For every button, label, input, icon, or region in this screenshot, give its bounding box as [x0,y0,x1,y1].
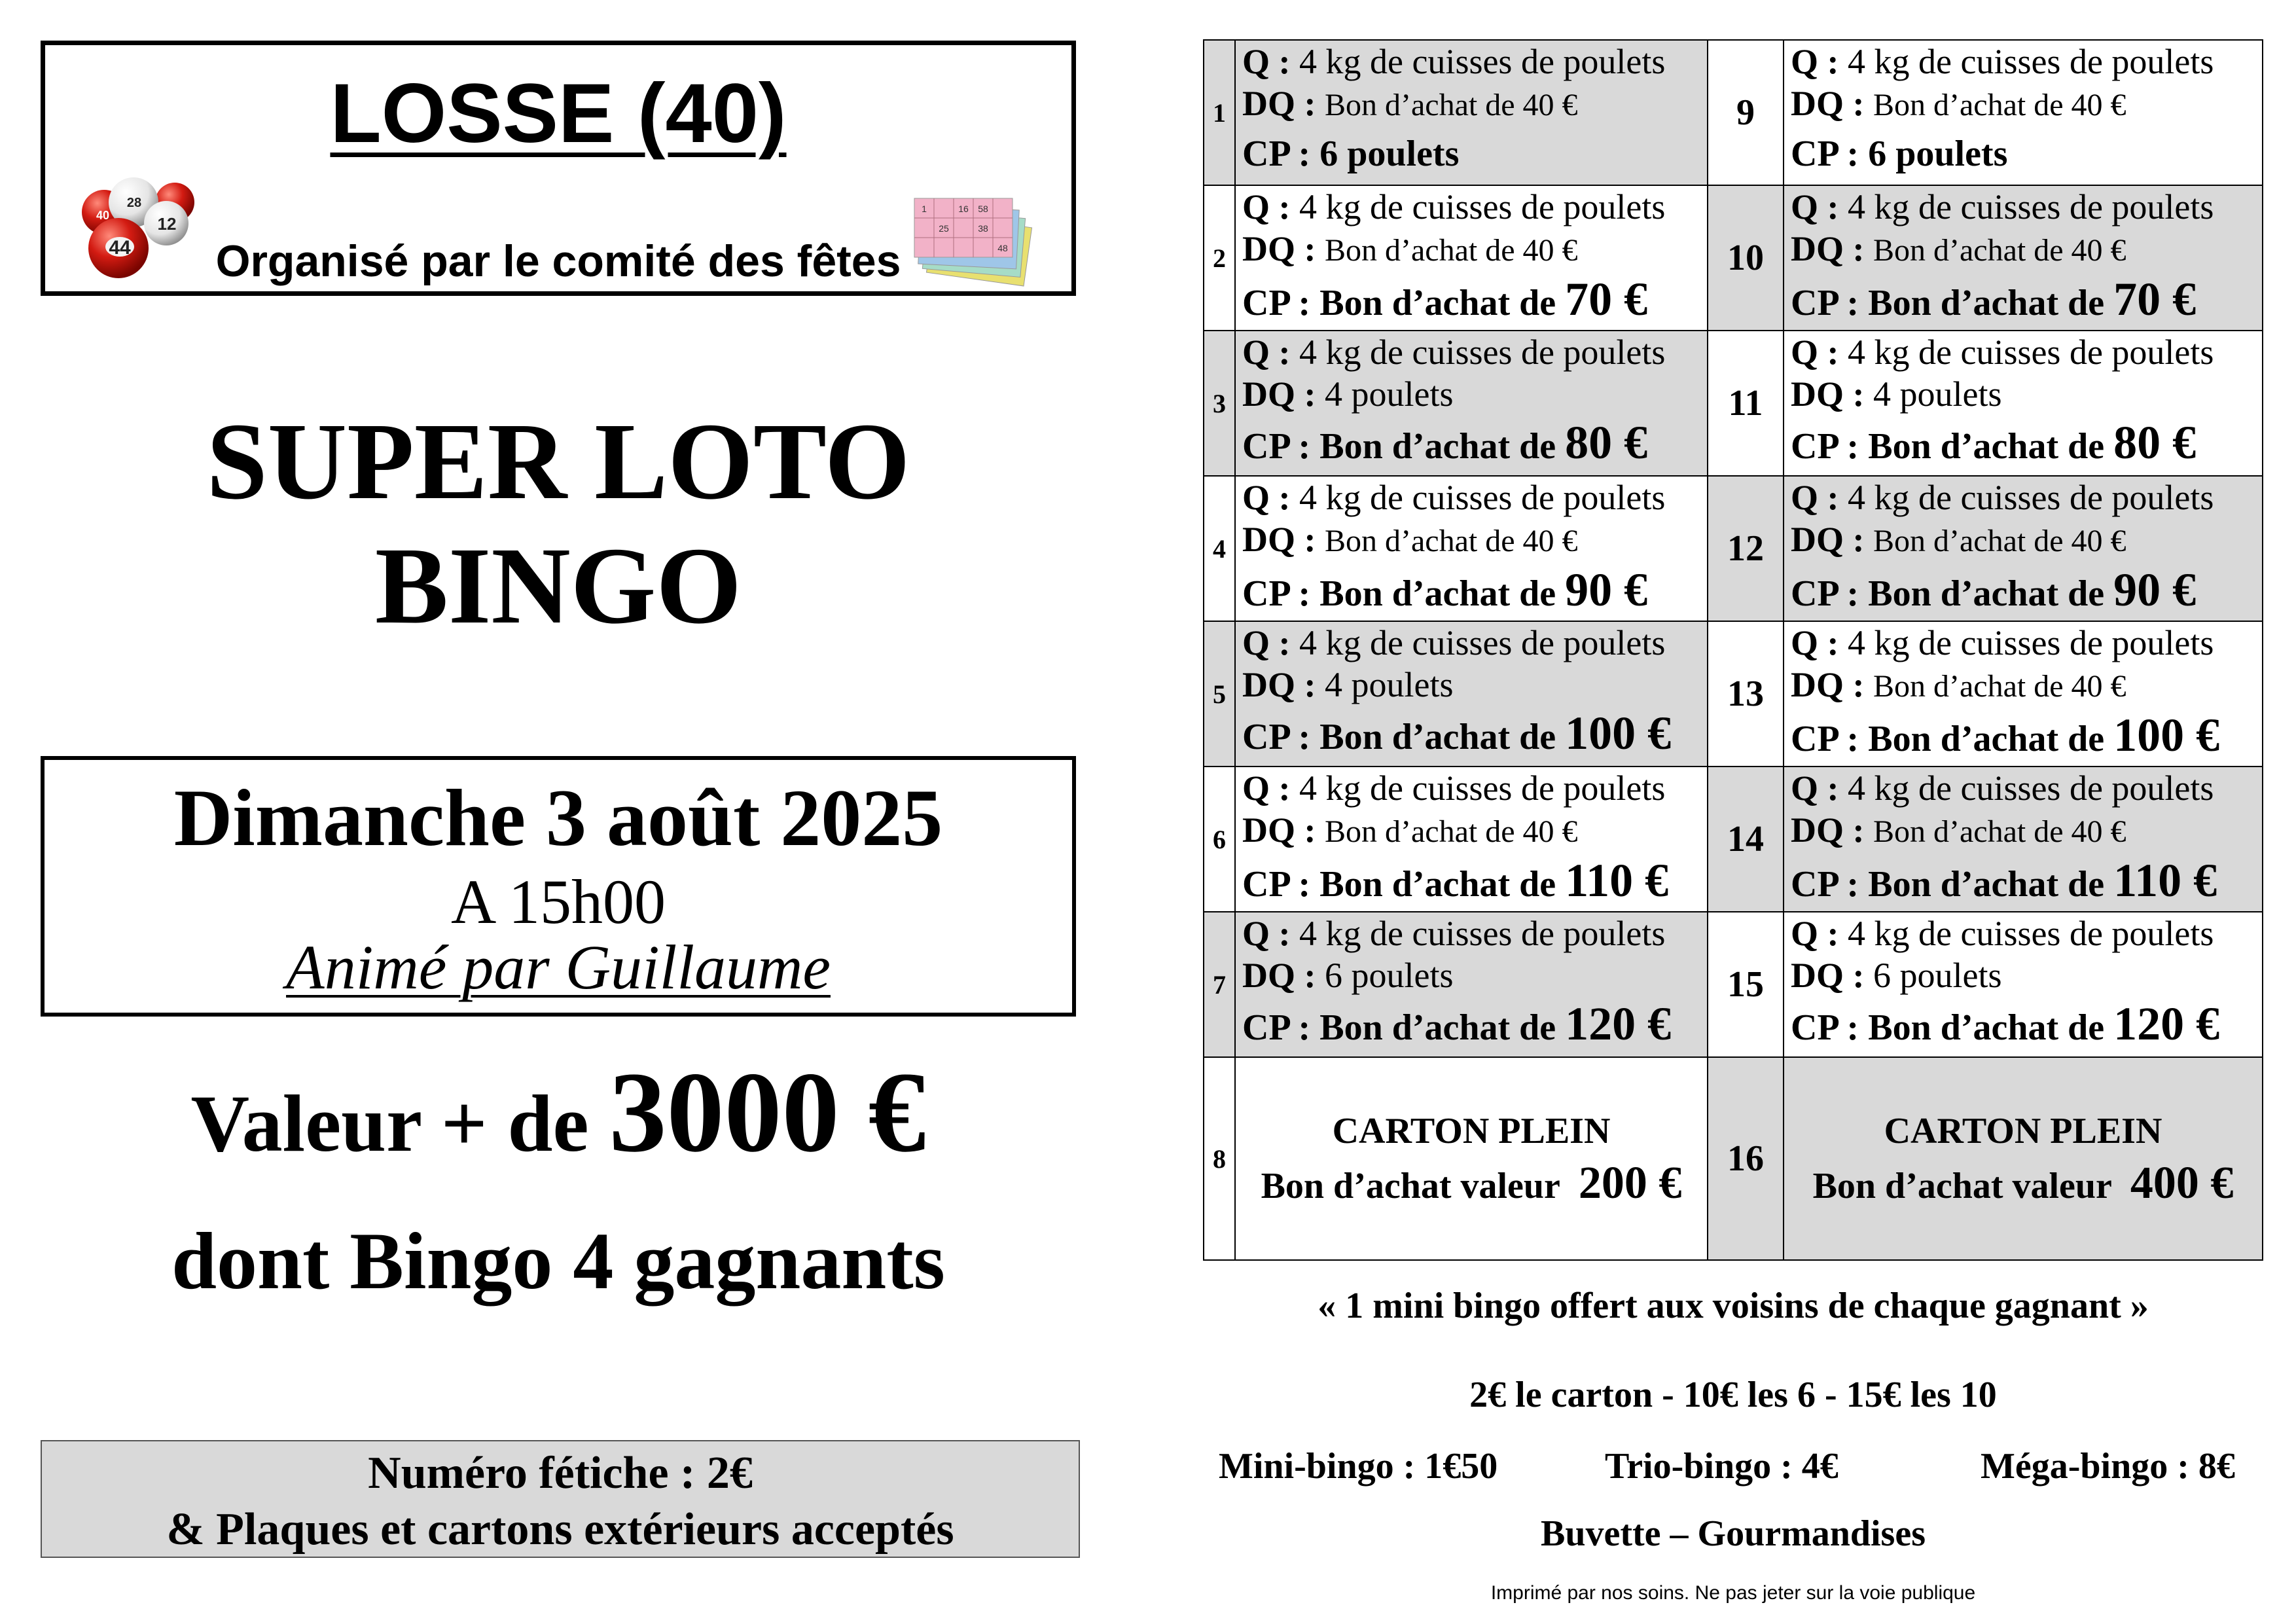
carton-plein-prize [1242,416,1707,470]
game-number: 6 [1204,767,1235,912]
bingo-winners: dont Bingo 4 gagnants [171,1216,945,1306]
double-quine-label: DQ : [1242,665,1316,704]
quine-value: 4 kg de cuisses de poulets [1848,333,2214,372]
carton-plein-bon-label: Bon d’achat de [1319,1007,1556,1048]
game-number: 7 [1204,912,1235,1057]
carton-plein-prize [1791,273,2262,327]
quine-label: Q : [1242,914,1291,953]
carton-plein-amount: 120 € [1565,998,1672,1050]
quine-value: 4 kg de cuisses de poulets [1848,42,2214,81]
prize-cell [1235,185,1708,331]
carton-plein-label: CP : [1242,426,1311,467]
game-number: 14 [1708,767,1784,912]
prize-table [1203,39,2263,1261]
card-number-58: 58 [978,204,988,214]
carton-plein-amount: 120 € [2113,998,2220,1050]
prize-cell [1235,40,1708,185]
carton-prize-amount: 400 € [2130,1158,2234,1208]
quine-prize [1791,622,2262,664]
carton-plein-bon-label: Bon d’achat de [1868,426,2105,467]
quine-value: 4 kg de cuisses de poulets [1299,42,1666,81]
carton-plein-bon-label: Bon d’achat de [1868,719,2105,759]
quine-prize [1791,912,2262,954]
carton-plein-prize [1242,1000,1707,1051]
quine-label: Q : [1791,42,1839,81]
quine-label: Q : [1791,187,1839,226]
game-number: 15 [1708,912,1784,1057]
total-value [41,1047,1076,1189]
quine-label: Q : [1242,623,1291,662]
double-quine-prize [1242,664,1707,706]
double-quine-label: DQ : [1242,956,1316,995]
carton-plein-prize [1791,566,2262,617]
ball-number-12: 12 [157,214,177,234]
game-number: 12 [1708,476,1784,621]
carton-prize-label: Bon d’achat valeur [1812,1166,2112,1206]
lucky-number-line: Numéro fétiche : 2€ [368,1448,753,1498]
carton-plein-label: CP : [1791,864,1859,905]
carton-plein-value: 6 poulets [1319,134,1460,174]
double-quine-label: DQ : [1791,374,1865,414]
double-quine-label: DQ : [1242,84,1316,123]
prize-cell [1784,40,2263,185]
quine-value: 4 kg de cuisses de poulets [1299,187,1666,226]
total-value-prefix: Valeur + de [190,1079,609,1168]
external-plates-line: & Plaques et cartons extérieurs acceptés [166,1504,954,1555]
quine-prize [1242,767,1707,809]
double-quine-prize [1242,954,1707,996]
prize-row [1204,476,2263,621]
double-quine-label: DQ : [1242,520,1316,559]
ball-number-28: 28 [126,196,142,210]
quine-label: Q : [1242,187,1291,226]
double-quine-prize [1242,373,1707,415]
organizer-text: Organisé par le comité des fêtes [215,236,901,286]
quine-label: Q : [1791,333,1839,372]
double-quine-prize [1791,82,2262,126]
ball-number-40: 40 [96,209,110,222]
carton-plein-bon-label: Bon d’achat de [1319,573,1556,614]
header-box [41,41,1076,296]
card-number-25: 25 [939,223,949,234]
prize-cell [1235,621,1708,767]
carton-plein-amount: 70 € [1565,273,1648,325]
quine-value: 4 kg de cuisses de poulets [1299,333,1666,372]
double-quine-label: DQ : [1791,229,1865,268]
carton-plein-prize [1791,130,2262,177]
prize-cell [1784,912,2263,1057]
total-value-amount: 3000 € [609,1049,926,1176]
double-quine-label: DQ : [1242,229,1316,268]
double-quine-value: 4 poulets [1324,374,1454,414]
double-quine-prize [1242,518,1707,562]
carton-plein-label: CP : [1242,134,1311,174]
game-number: 8 [1204,1057,1235,1260]
double-quine-value: 6 poulets [1324,956,1454,995]
quine-prize [1242,331,1707,373]
carton-plein-amount: 90 € [1565,564,1648,616]
quine-value: 4 kg de cuisses de poulets [1848,768,2214,808]
quine-prize [1791,41,2262,82]
game-number: 3 [1204,331,1235,476]
carton-plein-label: CP : [1242,717,1311,757]
quine-label: Q : [1791,623,1839,662]
prize-cell [1235,476,1708,621]
prize-row [1204,331,2263,476]
game-number: 2 [1204,185,1235,331]
refreshments: Buvette – Gourmandises [1541,1513,1926,1554]
carton-plein-label: CP : [1791,283,1859,323]
double-quine-label: DQ : [1791,84,1865,123]
extras-box [41,1440,1080,1558]
double-quine-value: Bon d’achat de 40 € [1324,233,1578,268]
card-number-16: 16 [958,204,969,214]
double-quine-prize [1791,228,2262,272]
double-quine-value: Bon d’achat de 40 € [1873,669,2126,704]
double-quine-value: Bon d’achat de 40 € [1324,524,1578,558]
quine-prize [1242,912,1707,954]
prize-cell [1784,621,2263,767]
carton-plein-label: CP : [1791,1007,1859,1048]
carton-plein-bon-label: Bon d’achat de [1319,426,1556,467]
carton-plein-bon-label: Bon d’achat de [1868,1007,2105,1048]
double-quine-prize [1791,664,2262,708]
game-number: 1 [1204,40,1235,185]
carton-plein-bon-label: Bon d’achat de [1868,283,2105,323]
prize-cell [1235,331,1708,476]
mini-bingo-offer: « 1 mini bingo offert aux voisins de chaque gagnant » [1318,1286,2149,1326]
card-pricing: 2€ le carton - 10€ les 6 - 15€ les 10 [1469,1375,1997,1415]
carton-plein-prize [1791,1000,2262,1051]
double-quine-label: DQ : [1791,956,1865,995]
carton-plein-label: CP : [1242,864,1311,905]
prize-row [1204,912,2263,1057]
prize-cell [1784,185,2263,331]
carton-plein-label: CP : [1242,573,1311,614]
quine-label: Q : [1242,333,1291,372]
carton-plein-bon-label: Bon d’achat de [1868,864,2105,905]
event-host: Animé par Guillaume [286,932,831,1002]
carton-plein-cell [1235,1057,1708,1260]
event-time: A 15h00 [450,867,666,937]
carton-plein-prize [1236,1157,1707,1212]
prize-cell [1784,331,2263,476]
title-bingo: BINGO [374,525,742,647]
carton-prize-amount: 200 € [1578,1158,1682,1208]
svg-text:1: 1 [922,204,927,214]
game-number: 11 [1708,331,1784,476]
quine-label: Q : [1242,768,1291,808]
prize-row [1204,767,2263,912]
double-quine-prize [1242,809,1707,853]
quine-value: 4 kg de cuisses de poulets [1848,914,2214,953]
quine-value: 4 kg de cuisses de poulets [1848,478,2214,517]
footer-note: Imprimé par nos soins. Ne pas jeter sur la voie publique [1490,1582,1976,1604]
carton-plein-amount: 80 € [1565,416,1648,469]
double-quine-prize [1791,373,2262,415]
prize-row [1204,1057,2263,1260]
double-quine-label: DQ : [1242,810,1316,850]
quine-value: 4 kg de cuisses de poulets [1299,768,1666,808]
quine-label: Q : [1242,42,1291,81]
prize-cell [1784,767,2263,912]
carton-plein-bon-label: Bon d’achat de [1319,283,1556,323]
card-number-38: 38 [978,223,988,234]
carton-plein-prize [1242,854,1707,908]
double-quine-label: DQ : [1791,810,1865,850]
game-number: 5 [1204,621,1235,767]
prize-row [1204,40,2263,185]
prize-row [1204,621,2263,767]
carton-plein-amount: 110 € [1565,854,1669,907]
town-title: LOSSE (40) [330,67,787,160]
carton-plein-value: 6 poulets [1868,134,2008,174]
carton-plein-prize [1791,709,2262,763]
carton-plein-title: CARTON PLEIN [1332,1111,1611,1151]
carton-plein-cell [1784,1057,2263,1260]
carton-prize-label: Bon d’achat valeur [1261,1166,1560,1206]
carton-plein-prize [1242,273,1707,327]
quine-label: Q : [1791,768,1839,808]
carton-plein-label: CP : [1791,426,1859,467]
mega-bingo-price: Méga-bingo : 8€ [1981,1446,2235,1487]
ball-number-44: 44 [109,237,131,259]
date-box [41,756,1076,1017]
double-quine-label: DQ : [1242,374,1316,414]
carton-plein-amount: 70 € [2113,273,2197,325]
double-quine-label: DQ : [1791,665,1865,704]
double-quine-value: Bon d’achat de 40 € [1324,88,1578,122]
quine-label: Q : [1791,478,1839,517]
double-quine-value: 4 poulets [1324,665,1454,704]
double-quine-value: Bon d’achat de 40 € [1873,524,2126,558]
game-number: 16 [1708,1057,1784,1260]
carton-plein-amount: 100 € [1565,707,1672,759]
double-quine-prize [1791,809,2262,853]
carton-plein-bon-label: Bon d’achat de [1319,717,1556,757]
quine-prize [1791,477,2262,518]
carton-plein-amount: 110 € [2113,854,2217,907]
carton-plein-label: CP : [1791,573,1859,614]
quine-prize [1791,767,2262,809]
carton-plein-prize [1791,854,2262,908]
carton-plein-label: CP : [1242,283,1311,323]
double-quine-prize [1791,954,2262,996]
carton-plein-amount: 90 € [2113,564,2197,616]
carton-plein-amount: 80 € [2113,416,2197,469]
double-quine-value: 6 poulets [1873,956,2002,995]
double-quine-prize [1242,228,1707,272]
title-super-loto: SUPER LOTO [206,401,910,522]
carton-plein-label: CP : [1242,1007,1311,1048]
quine-value: 4 kg de cuisses de poulets [1848,623,2214,662]
carton-plein-label: CP : [1791,719,1859,759]
double-quine-value: Bon d’achat de 40 € [1324,814,1578,849]
double-quine-label: DQ : [1791,520,1865,559]
carton-plein-prize [1242,566,1707,617]
quine-prize [1242,41,1707,82]
double-quine-value: 4 poulets [1873,374,2002,414]
carton-plein-prize [1784,1157,2262,1212]
double-quine-prize [1791,518,2262,562]
game-number: 9 [1708,40,1784,185]
quine-prize [1242,477,1707,518]
quine-prize [1791,331,2262,373]
prize-cell [1784,476,2263,621]
event-date: Dimanche 3 août 2025 [173,773,943,863]
carton-plein-prize [1242,707,1707,761]
mini-bingo-price: Mini-bingo : 1€50 [1219,1446,1498,1487]
game-number: 10 [1708,185,1784,331]
quine-value: 4 kg de cuisses de poulets [1299,623,1666,662]
prize-cell [1235,912,1708,1057]
quine-value: 4 kg de cuisses de poulets [1299,914,1666,953]
double-quine-prize [1242,82,1707,126]
card-number-48: 48 [997,243,1008,253]
prize-row [1204,185,2263,331]
quine-prize [1242,622,1707,664]
carton-plein-prize [1791,416,2262,470]
quine-value: 4 kg de cuisses de poulets [1299,478,1666,517]
prize-cell [1235,767,1708,912]
quine-prize [1242,186,1707,228]
game-number: 13 [1708,621,1784,767]
carton-plein-bon-label: Bon d’achat de [1868,573,2105,614]
carton-plein-prize [1242,130,1707,177]
double-quine-value: Bon d’achat de 40 € [1873,233,2126,268]
double-quine-value: Bon d’achat de 40 € [1873,814,2126,849]
carton-plein-title: CARTON PLEIN [1884,1111,2162,1151]
carton-plein-amount: 100 € [2113,709,2220,761]
carton-plein-bon-label: Bon d’achat de [1319,864,1556,905]
double-quine-value: Bon d’achat de 40 € [1873,88,2126,122]
quine-prize [1791,186,2262,228]
trio-bingo-price: Trio-bingo : 4€ [1605,1446,1839,1487]
quine-value: 4 kg de cuisses de poulets [1848,187,2214,226]
game-number: 4 [1204,476,1235,621]
carton-plein-label: CP : [1791,134,1859,174]
quine-label: Q : [1791,914,1839,953]
quine-label: Q : [1242,478,1291,517]
